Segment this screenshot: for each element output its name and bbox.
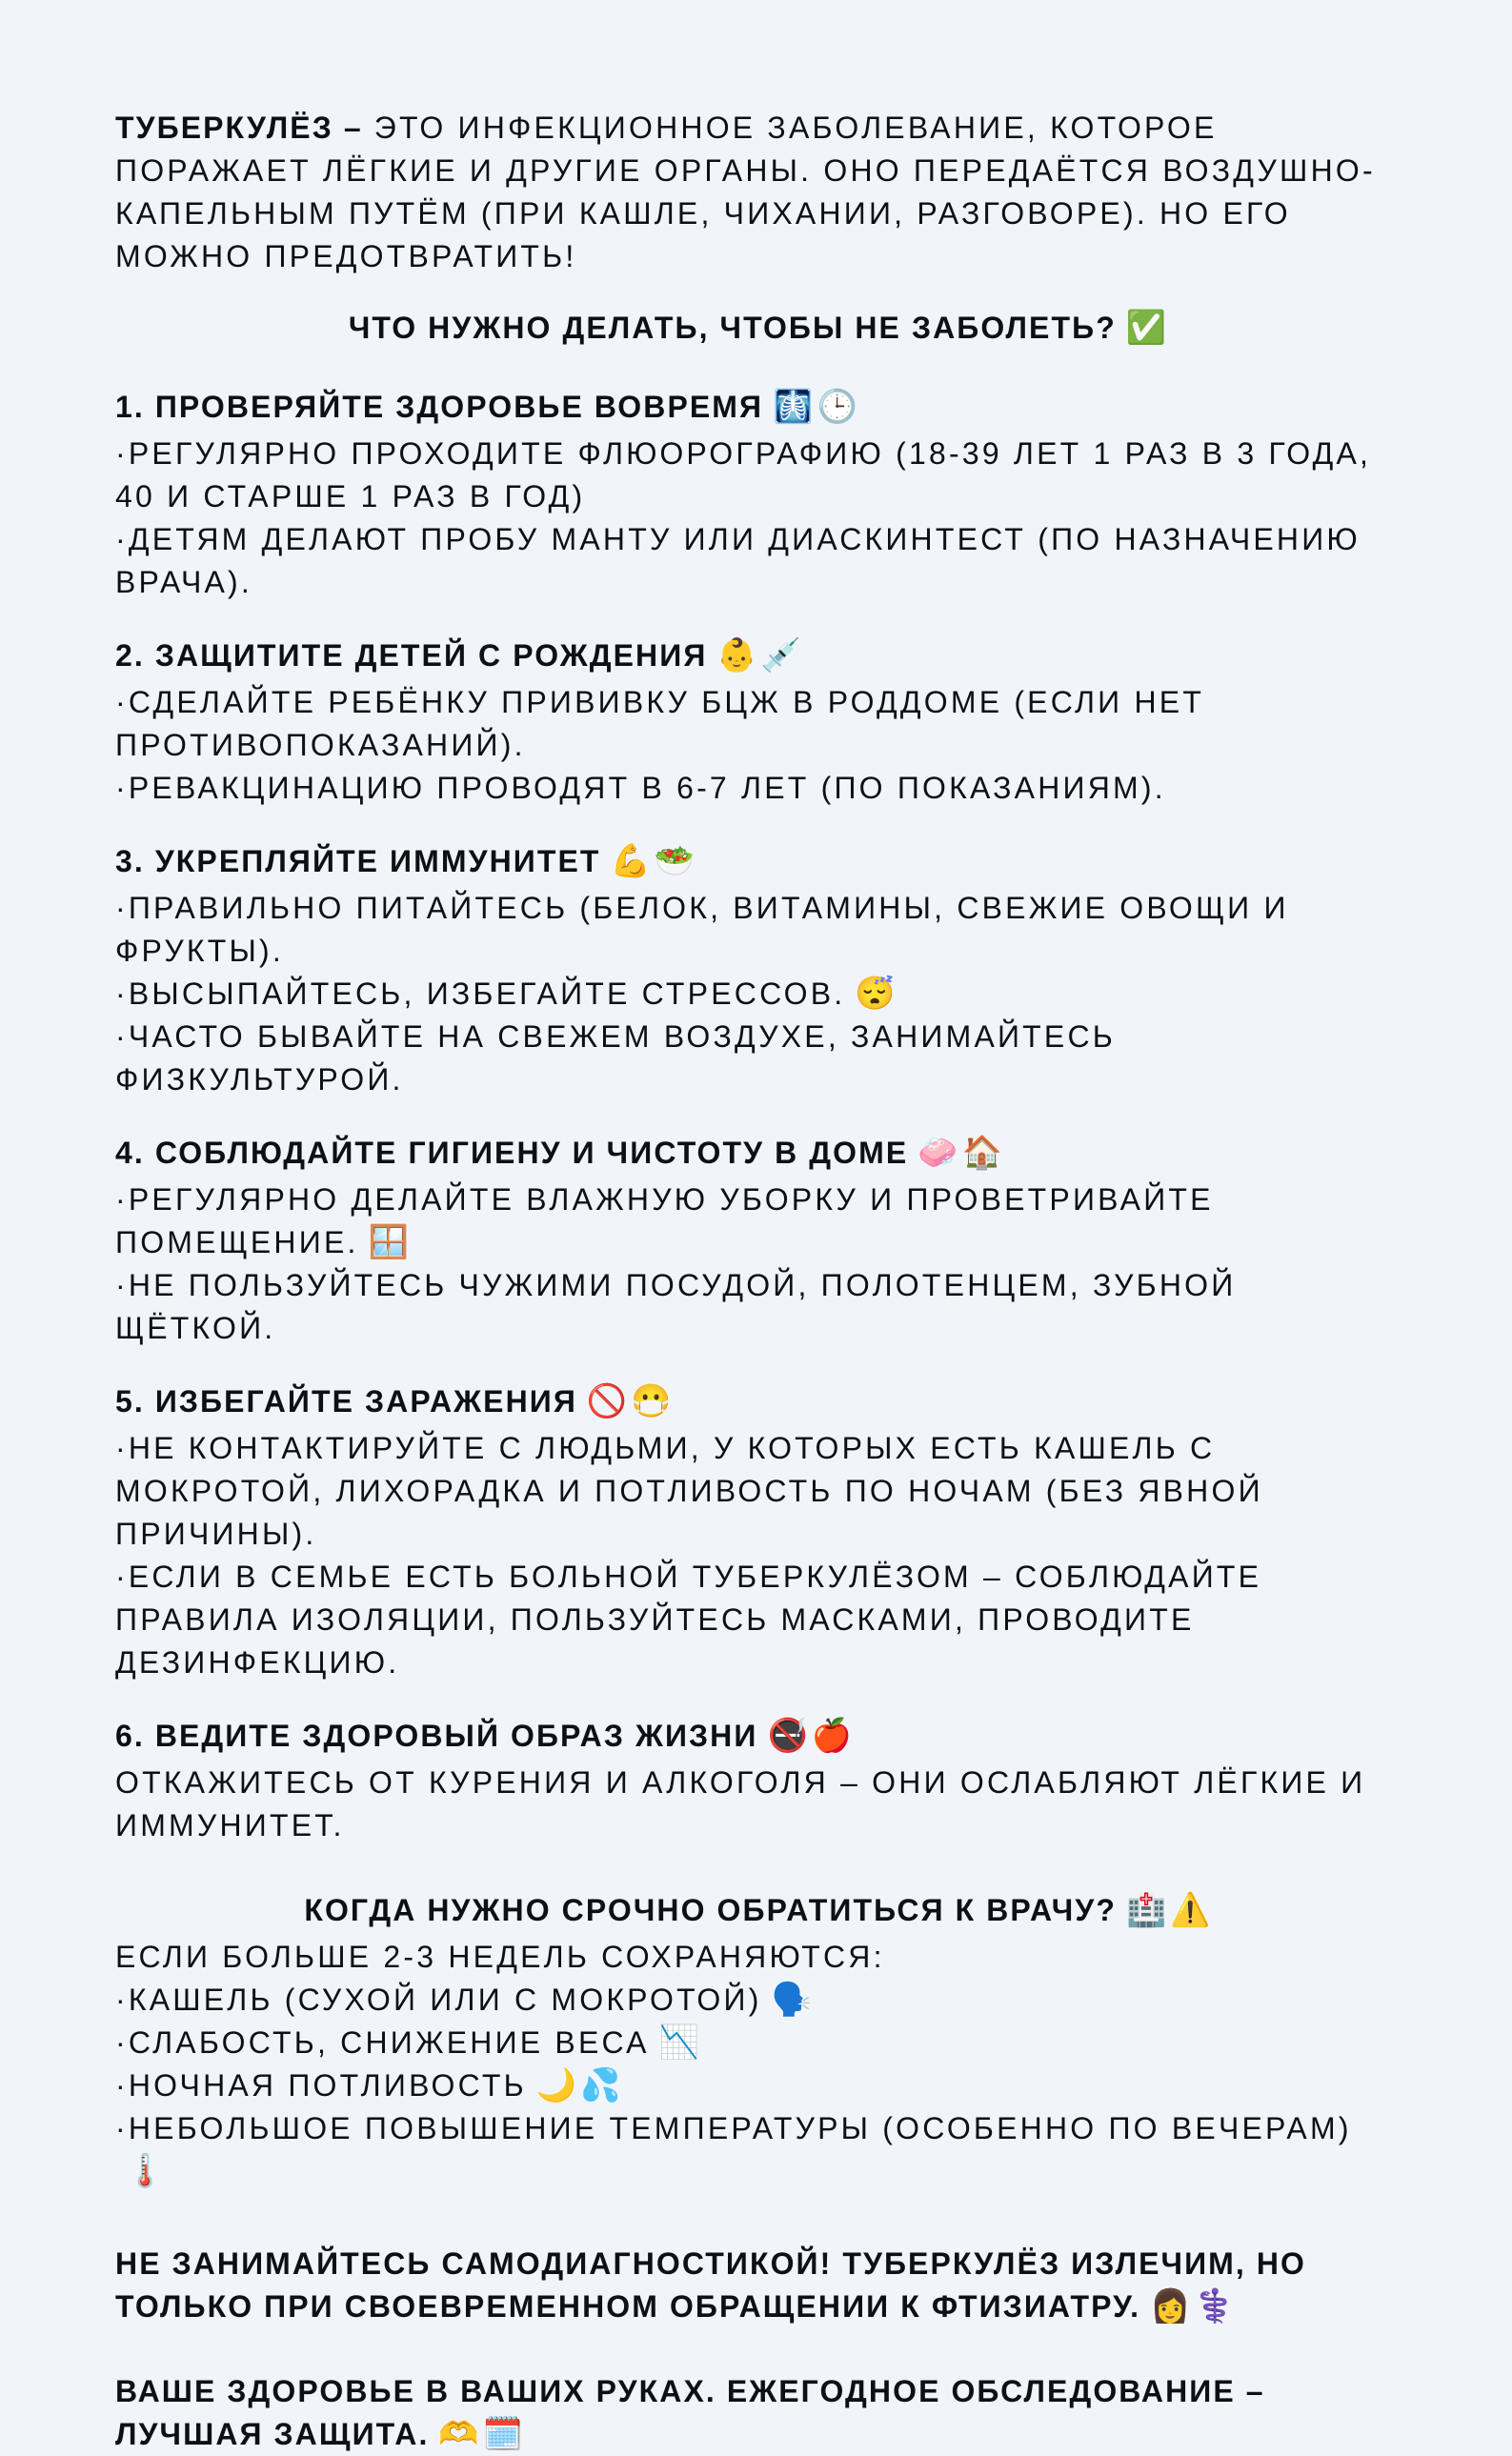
- sweat-droplets-icon: 💦: [580, 2067, 621, 2104]
- urgent-heading-text: КОГДА НУЖНО СРОЧНО ОБРАТИТЬСЯ К ВРАЧУ?: [304, 1893, 1117, 1927]
- urgent-heading: [115, 1889, 1400, 1932]
- soap-icon: 🧼: [917, 1135, 958, 1171]
- section-1-title-text: 1. ПРОВЕРЯЙТЕ ЗДОРОВЬЕ ВОВРЕМЯ: [115, 390, 764, 424]
- prevention-heading-text: ЧТО НУЖНО ДЕЛАТЬ, ЧТОБЫ НЕ ЗАБОЛЕТЬ?: [348, 311, 1117, 345]
- section-3-bullet-1: ·ПРАВИЛЬНО ПИТАЙТЕСЬ (БЕЛОК, ВИТАМИНЫ, СВЕЖИЕ ОВОЩИ И ФРУКТЫ).: [115, 891, 1289, 968]
- chart-decreasing-icon: 📉: [658, 2024, 699, 2061]
- baby-icon: 👶: [716, 637, 757, 674]
- section-4-title-text: 4. СОБЛЮДАЙТЕ ГИГИЕНУ И ЧИСТОТУ В ДОМЕ: [115, 1136, 909, 1170]
- section-3-title: [115, 840, 1400, 883]
- check-mark-icon: ✅: [1125, 310, 1167, 346]
- section-5-bullet-1: ·НЕ КОНТАКТИРУЙТЕ С ЛЮДЬМИ, У КОТОРЫХ ЕСТЬ КАШЕЛЬ С МОКРОТОЙ, ЛИХОРАДКА И ПОТЛИВОСТЬ ПО НОЧАМ (БЕЗ ЯВНОЙ ПРИЧИНЫ).: [115, 1431, 1263, 1551]
- section-4-bullet-2: ·НЕ ПОЛЬЗУЙТЕСЬ ЧУЖИМИ ПОСУДОЙ, ПОЛОТЕНЦЕМ, ЗУБНОЙ ЩЁТКОЙ.: [115, 1268, 1237, 1345]
- section-5-title: [115, 1380, 1400, 1423]
- section-3-title-text: 3. УКРЕПЛЯЙТЕ ИММУНИТЕТ: [115, 844, 601, 878]
- crescent-moon-icon: 🌙: [535, 2067, 577, 2104]
- symptom-weight-loss-text: ·СЛАБОСТЬ, СНИЖЕНИЕ ВЕСА: [115, 2025, 650, 2060]
- sleeping-face-icon: 😴: [855, 976, 896, 1012]
- symptom-cough-text: ·КАШЕЛЬ (СУХОЙ ИЛИ С МОКРОТОЙ): [115, 1983, 762, 2017]
- section-1-bullet-1: ·РЕГУЛЯРНО ПРОХОДИТЕ ФЛЮОРОГРАФИЮ (18-39 ЛЕТ 1 РАЗ В 3 ГОДА, 40 И СТАРШЕ 1 РАЗ В ГОД): [115, 436, 1372, 513]
- section-4-bullet-1: [115, 1178, 1400, 1264]
- intro-lead: ТУБЕРКУЛЁЗ –: [115, 111, 363, 145]
- clock-icon: 🕒: [816, 389, 857, 425]
- section-check-health: [115, 386, 1400, 604]
- section-2-bullet-2: ·РЕВАКЦИНАЦИЮ ПРОВОДЯТ В 6-7 ЛЕТ (ПО ПОКАЗАНИЯМ).: [115, 771, 1166, 805]
- spiral-calendar-icon: 🗓️: [482, 2416, 524, 2452]
- section-1-bullet-2: ·ДЕТЯМ ДЕЛАЮТ ПРОБУ МАНТУ ИЛИ ДИАСКИНТЕСТ (ПО НАЗНАЧЕНИЮ ВРАЧА).: [115, 522, 1361, 599]
- xray-icon: 🩻: [773, 389, 814, 425]
- salad-icon: 🥗: [654, 843, 696, 879]
- red-apple-icon: 🍎: [811, 1718, 853, 1754]
- section-avoid-infection: [115, 1380, 1400, 1684]
- heart-hands-icon: 🫶: [438, 2416, 479, 2452]
- section-1-title: [115, 386, 1400, 429]
- symptom-fever: [115, 2107, 1400, 2193]
- section-5-title-text: 5. ИЗБЕГАЙТЕ ЗАРАЖЕНИЯ: [115, 1384, 577, 1419]
- symptom-fever-text: ·НЕБОЛЬШОЕ ПОВЫШЕНИЕ ТЕМПЕРАТУРЫ (ОСОБЕННО ПО ВЕЧЕРАМ): [115, 2111, 1352, 2145]
- thermometer-icon: 🌡️: [125, 2153, 166, 2189]
- section-6-title: [115, 1715, 1400, 1758]
- hospital-icon: 🏥: [1125, 1892, 1167, 1928]
- intro-text: ЭТО ИНФЕКЦИОННОЕ ЗАБОЛЕВАНИЕ, КОТОРОЕ ПОРАЖАЕТ ЛЁГКИЕ И ДРУГИЕ ОРГАНЫ. ОНО ПЕРЕДАЁТСЯ ВОЗДУШНО-КАПЕЛЬНЫМ ПУТЁМ (ПРИ КАШЛЕ, ЧИХАНИИ, РАЗГОВОРЕ). НО ЕГО МОЖНО ПРЕДОТВРАТИТЬ!: [115, 111, 1376, 273]
- closing-statement: [115, 2370, 1400, 2456]
- section-4-title: [115, 1132, 1400, 1175]
- section-6-body: ОТКАЖИТЕСЬ ОТ КУРЕНИЯ И АЛКОГОЛЯ – ОНИ ОСЛАБЛЯЮТ ЛЁГКИЕ И ИММУНИТЕТ.: [115, 1765, 1366, 1842]
- section-protect-children: [115, 634, 1400, 810]
- medical-mask-face-icon: 😷: [631, 1383, 672, 1419]
- section-2-title-text: 2. ЗАЩИТИТЕ ДЕТЕЙ С РОЖДЕНИЯ: [115, 638, 708, 673]
- section-hygiene-home: [115, 1132, 1400, 1350]
- symptom-weight-loss: [115, 2022, 1400, 2064]
- section-healthy-lifestyle: [115, 1715, 1400, 1847]
- flexed-biceps-icon: 💪: [610, 843, 651, 879]
- section-strengthen-immunity: [115, 840, 1400, 1101]
- symptom-night-sweats-text: ·НОЧНАЯ ПОТЛИВОСТЬ: [115, 2068, 527, 2103]
- section-2-bullet-1: ·СДЕЛАЙТЕ РЕБЁНКУ ПРИВИВКУ БЦЖ В РОДДОМЕ (ЕСЛИ НЕТ ПРОТИВОПОКАЗАНИЙ).: [115, 685, 1205, 762]
- window-icon: 🪟: [368, 1224, 409, 1260]
- house-icon: 🏠: [961, 1135, 1002, 1171]
- prohibited-icon: 🚫: [586, 1383, 628, 1419]
- closing-statement-text: ВАШЕ ЗДОРОВЬЕ В ВАШИХ РУКАХ. ЕЖЕГОДНОЕ ОБСЛЕДОВАНИЕ – ЛУЧШАЯ ЗАЩИТА.: [115, 2374, 1265, 2451]
- section-2-title: [115, 634, 1400, 677]
- urgent-doctor-block: [115, 1889, 1400, 2193]
- warning-icon: ⚠️: [1170, 1892, 1211, 1928]
- section-5-bullet-2: ·ЕСЛИ В СЕМЬЕ ЕСТЬ БОЛЬНОЙ ТУБЕРКУЛЁЗОМ – СОБЛЮДАЙТЕ ПРАВИЛА ИЗОЛЯЦИИ, ПОЛЬЗУЙТЕСЬ МАСКАМИ, ПРОВОДИТЕ ДЕЗИНФЕКЦИЮ.: [115, 1560, 1262, 1680]
- self-diagnosis-warning-text: НЕ ЗАНИМАЙТЕСЬ САМОДИАГНОСТИКОЙ! ТУБЕРКУЛЁЗ ИЗЛЕЧИМ, НО ТОЛЬКО ПРИ СВОЕВРЕМЕННОМ ОБРАЩЕНИИ К ФТИЗИАТРУ.: [115, 2246, 1307, 2324]
- speaking-head-icon: 🗣️: [771, 1982, 812, 2018]
- urgent-condition: ЕСЛИ БОЛЬШЕ 2-3 НЕДЕЛЬ СОХРАНЯЮТСЯ:: [115, 1940, 885, 1974]
- intro-paragraph: [115, 107, 1400, 278]
- section-4-bullet-1-text: ·РЕГУЛЯРНО ДЕЛАЙТЕ ВЛАЖНУЮ УБОРКУ И ПРОВЕТРИВАЙТЕ ПОМЕЩЕНИЕ.: [115, 1182, 1214, 1259]
- symptom-cough: [115, 1979, 1400, 2022]
- section-3-bullet-2-text: ·ВЫСЫПАЙТЕСЬ, ИЗБЕГАЙТЕ СТРЕССОВ.: [115, 976, 846, 1011]
- section-6-title-text: 6. ВЕДИТЕ ЗДОРОВЫЙ ОБРАЗ ЖИЗНИ: [115, 1719, 758, 1753]
- section-3-bullet-2: [115, 973, 1400, 1016]
- section-3-bullet-3: ·ЧАСТО БЫВАЙТЕ НА СВЕЖЕМ ВОЗДУХЕ, ЗАНИМАЙТЕСЬ ФИЗКУЛЬТУРОЙ.: [115, 1019, 1116, 1097]
- woman-icon: 👩: [1150, 2288, 1191, 2325]
- medical-symbol-icon: ⚕️: [1194, 2288, 1235, 2325]
- syringe-icon: 💉: [760, 637, 802, 674]
- symptom-night-sweats: [115, 2064, 1400, 2107]
- self-diagnosis-warning: [115, 2243, 1400, 2328]
- prevention-heading: [115, 307, 1400, 350]
- no-smoking-icon: 🚭: [767, 1718, 808, 1754]
